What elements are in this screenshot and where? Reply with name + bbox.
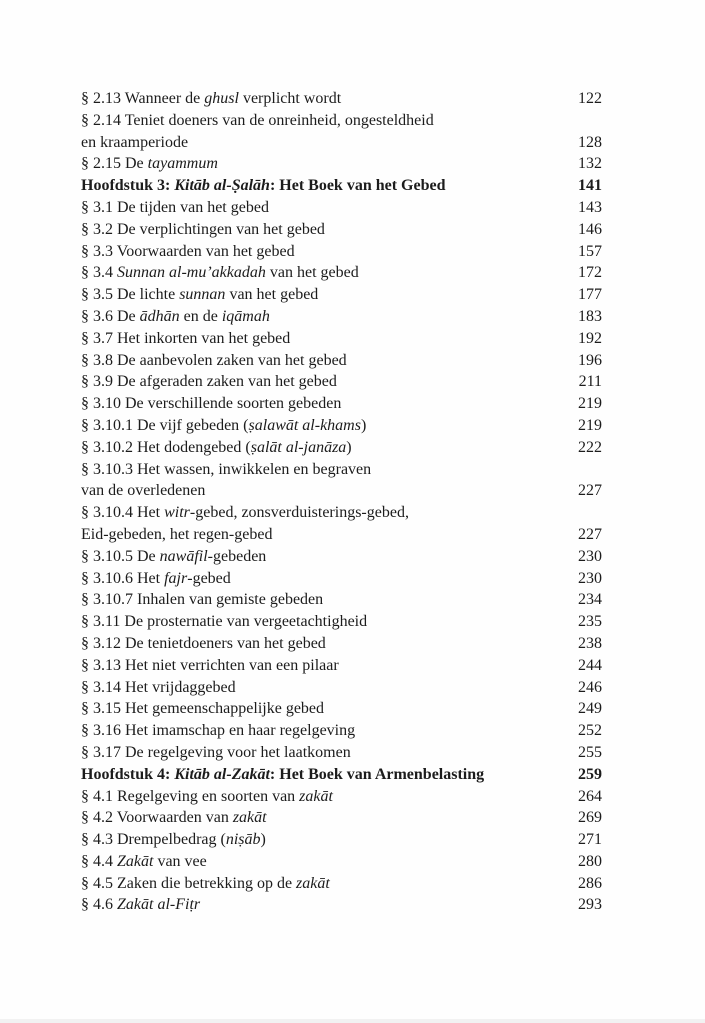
toc-entry-text: § 2.13 Wanneer de ghusl verplicht wordt bbox=[81, 90, 342, 107]
toc-entry-text: § 3.8 De aanbevolen zaken van het gebed bbox=[81, 351, 347, 369]
toc-page-number: 157 bbox=[578, 242, 602, 260]
toc-page-number: 255 bbox=[578, 743, 602, 761]
toc-entry-text: § 3.14 Het vrijdaggebed bbox=[81, 678, 236, 696]
toc-entry-text: § 3.3 Voorwaarden van het gebed bbox=[81, 242, 295, 260]
toc-entry-text: § 3.10.3 Het wassen, inwikkelen en begraven bbox=[81, 460, 372, 478]
toc-entry-text: § 4.3 Drempelbedrag (niṣāb) bbox=[81, 831, 266, 849]
toc-page-number: 143 bbox=[578, 198, 602, 216]
toc-entry-row bbox=[81, 132, 602, 154]
toc-entry-row bbox=[81, 328, 602, 350]
toc-entry-text: § 4.4 Zakāt van vee bbox=[81, 852, 207, 870]
toc-entry-text: § 3.12 De tenietdoeners van het gebed bbox=[81, 634, 326, 652]
toc-entry-row bbox=[81, 437, 602, 459]
toc-chapter-row bbox=[81, 175, 602, 197]
toc-page-number: 230 bbox=[578, 547, 602, 565]
toc-entry-text: § 3.7 Het inkorten van het gebed bbox=[81, 329, 291, 347]
toc-entry-text: en kraamperiode bbox=[81, 133, 189, 151]
toc-page-number: 286 bbox=[578, 874, 602, 892]
toc-page-number: 196 bbox=[578, 351, 602, 369]
toc-entry-row bbox=[81, 502, 602, 524]
toc-page-number: 259 bbox=[578, 765, 602, 783]
toc-entry-row bbox=[81, 110, 602, 132]
toc-entry-row bbox=[81, 262, 602, 284]
toc-entry-text: Hoofdstuk 3: Kitāb al-Ṣalāh: Het Boek van het Gebed bbox=[81, 177, 446, 195]
toc-page-number: 227 bbox=[578, 482, 602, 500]
toc-page-number: 141 bbox=[578, 177, 602, 195]
toc-entry-text: § 3.10.4 Het witr-gebed, zonsverduisterings-gebed, bbox=[81, 504, 409, 522]
toc-entry-row bbox=[81, 611, 602, 633]
toc-page-number: 219 bbox=[578, 395, 602, 413]
toc-page-number: 249 bbox=[578, 700, 602, 718]
toc-page-number: 222 bbox=[578, 438, 602, 456]
toc-entry-row bbox=[81, 393, 602, 415]
toc-entry-row bbox=[81, 633, 602, 655]
toc-entry-row bbox=[81, 371, 602, 393]
toc-entry-text: van de overledenen bbox=[81, 482, 206, 500]
toc-entry-row bbox=[81, 88, 602, 110]
toc-entry-row bbox=[81, 241, 602, 263]
toc-entry-row bbox=[81, 197, 602, 219]
toc-entry-text: § 4.1 Regelgeving en soorten van zakāt bbox=[81, 787, 333, 805]
toc-page-number: 264 bbox=[578, 787, 602, 805]
toc-page-number: 234 bbox=[578, 591, 602, 609]
toc-entry-row bbox=[81, 546, 602, 568]
toc-page-number: 244 bbox=[578, 656, 602, 674]
toc-entry-text: § 4.6 Zakāt al-Fiṭr bbox=[81, 896, 201, 914]
toc-entry-row bbox=[81, 153, 602, 175]
toc-entry-row bbox=[81, 589, 602, 611]
toc-page-number: 211 bbox=[578, 373, 602, 391]
toc-entry-text: § 4.2 Voorwaarden van zakāt bbox=[81, 809, 267, 827]
toc-entry-row bbox=[81, 677, 602, 699]
toc-page-number: 271 bbox=[578, 831, 602, 849]
toc-chapter-row bbox=[81, 764, 602, 786]
toc-entry-text: § 3.5 De lichte sunnan van het gebed bbox=[81, 286, 319, 304]
toc-entry-text: § 3.10.6 Het fajr-gebed bbox=[81, 569, 231, 587]
toc-entry-row bbox=[81, 698, 602, 720]
toc-page-number: 132 bbox=[578, 155, 602, 173]
page-edge-shadow bbox=[0, 1019, 705, 1023]
toc-entry-text: § 3.10.5 De nawāfil-gebeden bbox=[81, 547, 267, 565]
toc-entry-text: Eid-gebeden, het regen-gebed bbox=[81, 525, 273, 543]
toc-page-number: 192 bbox=[578, 329, 602, 347]
toc-page-number: 227 bbox=[578, 525, 602, 543]
toc-entry-text: § 2.14 Teniet doeners van de onreinheid, ongesteldheid bbox=[81, 111, 434, 129]
toc-entry-text: § 2.15 De tayammum bbox=[81, 155, 218, 173]
toc-entry-text: § 3.1 De tijden van het gebed bbox=[81, 198, 269, 216]
toc-entry-row bbox=[81, 350, 602, 372]
toc-entry-text: § 3.17 De regelgeving voor het laatkomen bbox=[81, 743, 351, 761]
toc-page-number: 177 bbox=[578, 286, 602, 304]
toc-entry-text: § 3.10 De verschillende soorten gebeden bbox=[81, 395, 342, 413]
toc-entry-text: § 3.10.2 Het dodengebed (ṣalāt al-janāza) bbox=[81, 438, 352, 456]
toc-page-number: 230 bbox=[578, 569, 602, 587]
toc-page-number: 172 bbox=[578, 264, 602, 282]
toc-list bbox=[81, 88, 602, 916]
toc-entry-text: § 3.15 Het gemeenschappelijke gebed bbox=[81, 700, 325, 718]
toc-page-number: 238 bbox=[578, 634, 602, 652]
toc-entry-row bbox=[81, 655, 602, 677]
toc-entry-row bbox=[81, 742, 602, 764]
toc-entry-row bbox=[81, 524, 602, 546]
toc-entry-row bbox=[81, 873, 602, 895]
toc-entry-row bbox=[81, 480, 602, 502]
toc-page-number: 122 bbox=[578, 90, 602, 107]
toc-entry-text: § 3.2 De verplichtingen van het gebed bbox=[81, 220, 325, 238]
toc-page-number: 293 bbox=[578, 896, 602, 914]
toc-page-number: 235 bbox=[578, 613, 602, 631]
toc-entry-row bbox=[81, 306, 602, 328]
toc-entry-text: § 4.5 Zaken die betrekking op de zakāt bbox=[81, 874, 330, 892]
toc-entry-text: § 3.10.1 De vijf gebeden (ṣalawāt al-khams) bbox=[81, 416, 367, 434]
toc-page-number: 219 bbox=[578, 416, 602, 434]
toc-page-number: 146 bbox=[578, 220, 602, 238]
toc-page-number: 128 bbox=[578, 133, 602, 151]
toc-entry-text: § 3.16 Het imamschap en haar regelgeving bbox=[81, 722, 356, 740]
toc-entry-row bbox=[81, 219, 602, 241]
toc-entry-text: Hoofdstuk 4: Kitāb al-Zakāt: Het Boek van Armenbelasting bbox=[81, 765, 485, 783]
toc-entry-text: § 3.10.7 Inhalen van gemiste gebeden bbox=[81, 591, 324, 609]
toc-entry-row bbox=[81, 415, 602, 437]
toc-entry-text: § 3.11 De prosternatie van vergeetachtigheid bbox=[81, 613, 368, 631]
toc-entry-text: § 3.4 Sunnan al-mu’akkadah van het gebed bbox=[81, 264, 359, 282]
toc-entry-text: § 3.6 De ādhān en de iqāmah bbox=[81, 307, 270, 325]
toc-page-number: 252 bbox=[578, 722, 602, 740]
toc-entry-row bbox=[81, 720, 602, 742]
toc-entry-row bbox=[81, 786, 602, 808]
toc-entry-row bbox=[81, 807, 602, 829]
toc-entry-row bbox=[81, 851, 602, 873]
toc-entry-row bbox=[81, 284, 602, 306]
toc-entry-text: § 3.9 De afgeraden zaken van het gebed bbox=[81, 373, 337, 391]
toc-entry-row bbox=[81, 568, 602, 590]
toc-entry-row bbox=[81, 829, 602, 851]
toc-entry-text: § 3.13 Het niet verrichten van een pilaar bbox=[81, 656, 339, 674]
toc-page-number: 280 bbox=[578, 852, 602, 870]
toc-page-number: 269 bbox=[578, 809, 602, 827]
toc-entry-row bbox=[81, 459, 602, 481]
toc-page-number: 246 bbox=[578, 678, 602, 696]
toc-entry-row bbox=[81, 894, 602, 916]
toc-page-number: 183 bbox=[578, 307, 602, 325]
